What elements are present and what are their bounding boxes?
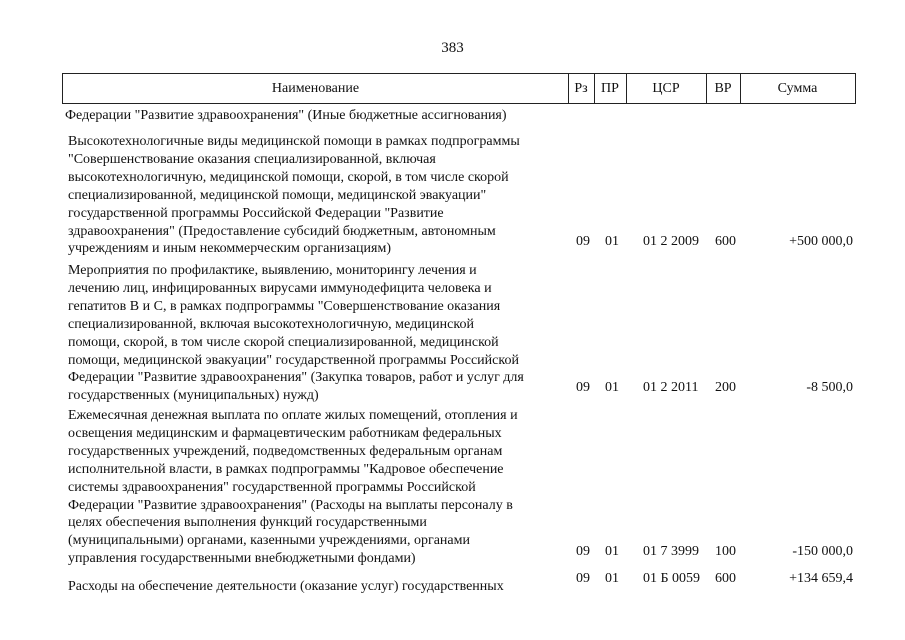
- row-sum: -150 000,0: [792, 544, 853, 559]
- row-pr: 01: [605, 234, 619, 249]
- row-sum: +134 659,4: [789, 571, 853, 586]
- header-sum: Сумма: [777, 81, 818, 96]
- row-vr: 600: [715, 571, 736, 586]
- row-csr: 01 7 3999: [643, 544, 699, 559]
- row-vr: 100: [715, 544, 736, 559]
- header-name: Наименование: [271, 81, 360, 96]
- row-rz: 09: [576, 380, 590, 395]
- row-rz: 09: [576, 234, 590, 249]
- row-pr: 01: [605, 544, 619, 559]
- header-rz: Рз: [574, 81, 588, 96]
- row-sum: -8 500,0: [806, 380, 853, 395]
- row-rz: 09: [576, 571, 590, 586]
- row-pr: 01: [605, 571, 619, 586]
- table-header: [62, 73, 856, 104]
- row-vr: 600: [715, 234, 736, 249]
- row-name: Федерации "Развитие здравоохранения" (Иные бюджетные ассигнования): [65, 108, 507, 123]
- row-sum: +500 000,0: [789, 234, 853, 249]
- header-pr: ПР: [601, 81, 619, 96]
- row-csr: 01 Б 0059: [643, 571, 701, 586]
- row-pr: 01: [605, 380, 619, 395]
- row-csr: 01 2 2011: [643, 380, 699, 395]
- row-name: Расходы на обеспечение деятельности (оказание услуг) государственных: [68, 579, 504, 594]
- row-csr: 01 2 2009: [643, 234, 699, 249]
- header-vr: ВР: [714, 81, 732, 96]
- row-name: Мероприятия по профилактике, выявлению, мониторингу лечения и лечению лиц, инфицированных вирусами иммунодефицита человека и гепатитов В и С, в рамках подпрограммы "Совершенствование оказания специализированной, включая высокотехнологичную, медицинской помощи, скорой, в том числе скорой специализированной, медицинской помощи, медицинской эвакуации" государственной программы Российской Федерации "Развитие здравоохранения" (Закупка товаров, работ и услуг для государственных (муниципальных) нужд): [68, 263, 524, 404]
- row-name: Ежемесячная денежная выплата по оплате жилых помещений, отопления и освещения медицинским и фармацевтическим работникам федеральных государственных учреждений, подведомственных федеральным органам исполнительной власти, в рамках подпрограммы "Кадровое обеспечение системы здравоохранения" государственной программы Российской Федерации "Развитие здравоохранения" (Расходы на выплаты персоналу в целях обеспечения выполнения функций государственными (муниципальными) органами, казенными учреждениями, органами управления государственными внебюджетными фондами): [68, 408, 518, 567]
- row-rz: 09: [576, 544, 590, 559]
- row-name: Высокотехнологичные виды медицинской помощи в рамках подпрограммы "Совершенствование оказания специализированной, включая высокотехнологичную, медицинской помощи, скорой, в том числе скорой специализированной, медицинской помощи, медицинской эвакуации" государственной программы Российской Федерации "Развитие здравоохранения" (Предоставление субсидий бюджетным, автономным учреждениям и иным некоммерческим организациям): [68, 134, 520, 257]
- page-number: 383: [441, 40, 464, 56]
- row-vr: 200: [715, 380, 736, 395]
- header-csr: ЦСР: [652, 81, 680, 96]
